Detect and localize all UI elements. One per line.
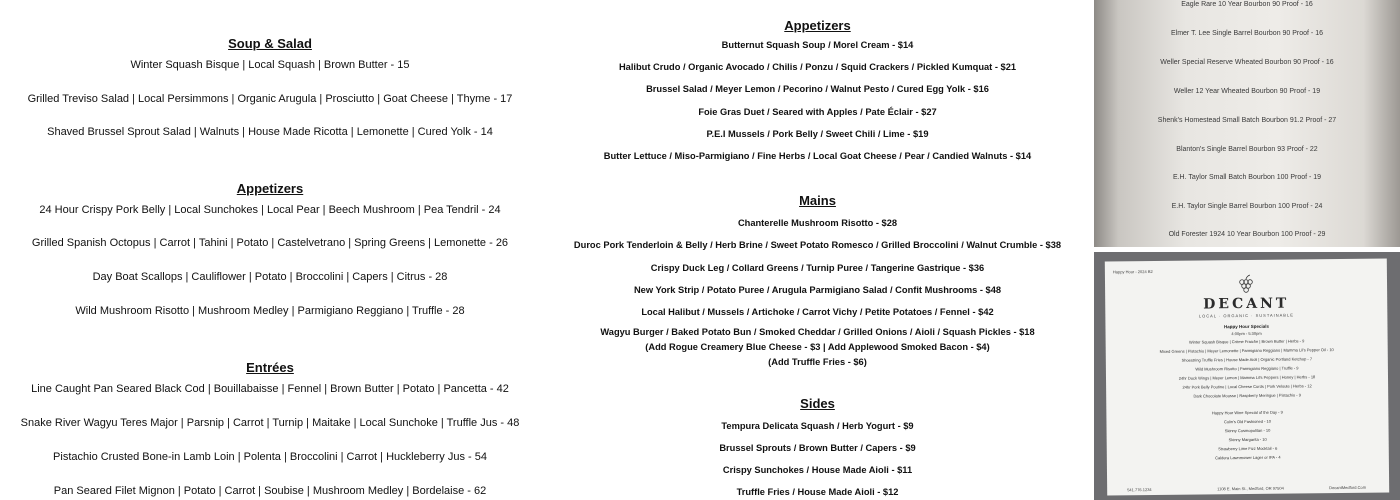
- menu-item: Wagyu Burger / Baked Potato Bun / Smoked Cheddar / Grilled Onions / Aioli / Squash Pickles - $18: [600, 327, 1035, 337]
- decant-logo: DECANT: [1203, 295, 1290, 313]
- photo-line: Blanton's Single Barrel Bourbon 93 Proof - 22: [1176, 146, 1318, 153]
- happy-hour-item: Wild Mushroom Risotto | Parmigiano Reggiano | Truffle - 9: [1195, 365, 1299, 372]
- happy-hour-item: Winter Squash Bisque | Crème Fraiche | Brown Butter | Herbs - 9: [1188, 338, 1305, 345]
- section-heading-appetizers: Appetizers: [784, 18, 851, 33]
- menu-item: Butternut Squash Soup / Morel Cream - $14: [721, 40, 914, 50]
- photo-line: Elmer T. Lee Single Barrel Bourbon 90 Proof - 16: [1170, 30, 1323, 37]
- menu-item: Crispy Sunchokes / House Made Aioli - $11: [722, 465, 913, 475]
- menu-item: Winter Squash Bisque | Local Squash | Brown Butter - 15: [130, 59, 410, 71]
- drink-item: Colin's Old Fashioned - 10: [1223, 418, 1271, 425]
- menu-item: Shaved Brussel Sprout Salad | Walnuts | House Made Ricotta | Lemonette | Cured Yolk - 14: [47, 126, 493, 138]
- photo-line: E.H. Taylor Small Batch Bourbon 100 Proof - 19: [1172, 174, 1322, 181]
- menu-item: Butter Lettuce / Miso-Parmigiano / Fine Herbs / Local Goat Cheese / Pear / Candied Walnuts - $14: [603, 151, 1032, 161]
- menu-item: Wild Mushroom Risotto | Mushroom Medley | Parmigiano Reggiano | Truffle - 28: [75, 305, 465, 317]
- photo-line: Old Forester 1924 10 Year Bourbon 100 Proof - 29: [1168, 231, 1326, 238]
- happy-hour-item: Shoestring Truffle Fries | House Made Aioli | Organic Portland Ketchup - 7: [1181, 356, 1313, 363]
- happy-hour-item: Mixed Greens | Pistachio | Meyer Lemonette | Parmigiano Reggiano | Mamma Lil's Pepper Oil - 10: [1159, 347, 1334, 354]
- section-heading-soup-salad: Soup & Salad: [228, 36, 312, 51]
- menu-item: Brussel Sprouts / Brown Butter / Capers - $9: [719, 443, 916, 453]
- menu-item: Pan Seared Filet Mignon | Potato | Carrot | Soubise | Mushroom Medley | Bordelaise - 62: [53, 485, 487, 497]
- drink-item: Skinny Margarita - 10: [1228, 436, 1267, 443]
- footer-address: 1108 E. Main St., Medford, OR 97504: [1217, 485, 1284, 492]
- footer-phone: 541.776.1234: [1127, 487, 1152, 493]
- menu-item: P.E.I Mussels / Pork Belly / Sweet Chili / Lime - $19: [706, 129, 929, 139]
- menu-item: Day Boat Scallops | Cauliflower | Potato | Broccolini | Capers | Citrus - 28: [92, 271, 448, 283]
- happy-hour-item: 24hr Pork Belly Poutine | Local Cheese Curds | Pork Veloute | Herbs - 12: [1182, 383, 1312, 390]
- logo-tagline: LOCAL · ORGANIC · SUSTAINABLE: [1198, 312, 1294, 319]
- menu-item: Local Halibut / Mussels / Artichoke / Carrot Vichy / Petite Potatoes / Fennel - $42: [641, 307, 994, 317]
- menu-item: Halibut Crudo / Organic Avocado / Chilis / Ponzu / Squid Crackers / Pickled Kumquat - $21: [618, 62, 1017, 72]
- happy-hour-menu-photo: [1094, 252, 1400, 500]
- drink-item: Strawberry Lime Fizz Mocktail - 6: [1218, 445, 1278, 452]
- section-heading-entrees: Entrées: [246, 360, 294, 375]
- menu-item: Brussel Salad / Meyer Lemon / Pecorino / Walnut Pesto / Cured Egg Yolk - $16: [646, 84, 989, 94]
- wine-special: Happy Hour Wine Special of the Day - 9: [1211, 409, 1283, 416]
- menu-item: Pistachio Crusted Bone-in Lamb Loin | Polenta | Broccolini | Carrot | Huckleberry Jus - 54: [53, 451, 487, 463]
- drink-item: Skinny Cosmopolitan - 10: [1224, 427, 1271, 434]
- menu-item: Crispy Duck Leg / Collard Greens / Turnip Puree / Tangerine Gastrique - $36: [650, 263, 985, 273]
- photo-line: E.H. Taylor Single Barrel Bourbon 100 Proof - 24: [1171, 203, 1323, 210]
- happy-hour-time: 4:00pm - 5:30pm: [1231, 330, 1262, 337]
- bourbon-menu-photo: [1094, 0, 1400, 247]
- menu-item: Truffle Fries / House Made Aioli - $12: [736, 487, 899, 497]
- footer-website: DecantMedford.Com: [1329, 484, 1367, 491]
- photo-line: Weller Special Reserve Wheated Bourbon 90 Proof - 16: [1160, 59, 1334, 66]
- menu-item: 24 Hour Crispy Pork Belly | Local Sunchokes | Local Pear | Beech Mushroom | Pea Tendril - 24: [39, 204, 501, 216]
- section-heading-appetizers: Appetizers: [236, 181, 304, 196]
- menu-item-addon: (Add Truffle Fries - $6): [768, 357, 867, 367]
- menu-item: Tempura Delicata Squash / Herb Yogurt - $9: [721, 421, 914, 431]
- happy-hour-item: Dark Chocolate Mousse | Raspberry Meringue | Pistachio - 9: [1193, 392, 1301, 399]
- left-menu: [0, 0, 540, 500]
- photo-line: Eagle Rare 10 Year Bourbon 90 Proof - 16: [1181, 1, 1313, 8]
- menu-item: Duroc Pork Tenderloin & Belly / Herb Brine / Sweet Potato Romesco / Grilled Broccolini / Walnut Crumble - $38: [573, 240, 1062, 250]
- menu-sheet: [1105, 259, 1389, 496]
- section-heading-mains: Mains: [799, 193, 836, 208]
- menu-item: Chanterelle Mushroom Risotto - $28: [737, 218, 898, 228]
- photo-line: Weller 12 Year Wheated Bourbon 90 Proof - 19: [1173, 88, 1321, 95]
- happy-hour-item: 24hr Duck Wings | Meyer Lemon | Mamma Lil's Peppers | Honey | Herbs - 18: [1178, 374, 1316, 381]
- menu-item: New York Strip / Potato Puree / Arugula Parmigiano Salad / Confit Mushrooms - $48: [633, 285, 1002, 295]
- menu-item: Foie Gras Duet / Seared with Apples / Pate Éclair - $27: [698, 107, 937, 117]
- menu-item-addon: (Add Rogue Creamery Blue Cheese - $3 | Add Applewood Smoked Bacon - $4): [645, 342, 990, 352]
- photo-line: Shenk's Homestead Small Batch Bourbon 91.2 Proof - 27: [1157, 117, 1337, 124]
- menu-item: Grilled Spanish Octopus | Carrot | Tahini | Potato | Castelvetrano | Spring Greens | Lemonette - 26: [31, 237, 509, 249]
- menu-item: Snake River Wagyu Teres Major | Parsnip | Carrot | Turnip | Maitake | Local Sunchoke | Truffle Jus - 48: [20, 417, 520, 429]
- section-heading-sides: Sides: [800, 396, 835, 411]
- grape-logo-icon: [1236, 274, 1256, 294]
- menu-item: Line Caught Pan Seared Black Cod | Bouillabaisse | Fennel | Brown Butter | Potato | Pancetta - 42: [31, 383, 509, 395]
- menu-item: Grilled Treviso Salad | Local Persimmons | Organic Arugula | Prosciutto | Goat Cheese | Thyme - 17: [27, 93, 513, 105]
- drink-item: Caldera Lawnmower Lager or IPA - 4: [1215, 454, 1281, 461]
- middle-menu: [545, 0, 1090, 500]
- corner-note: Happy Hour - 2024 B2: [1112, 268, 1153, 275]
- happy-hour-title: Happy Hour Specials: [1223, 323, 1269, 330]
